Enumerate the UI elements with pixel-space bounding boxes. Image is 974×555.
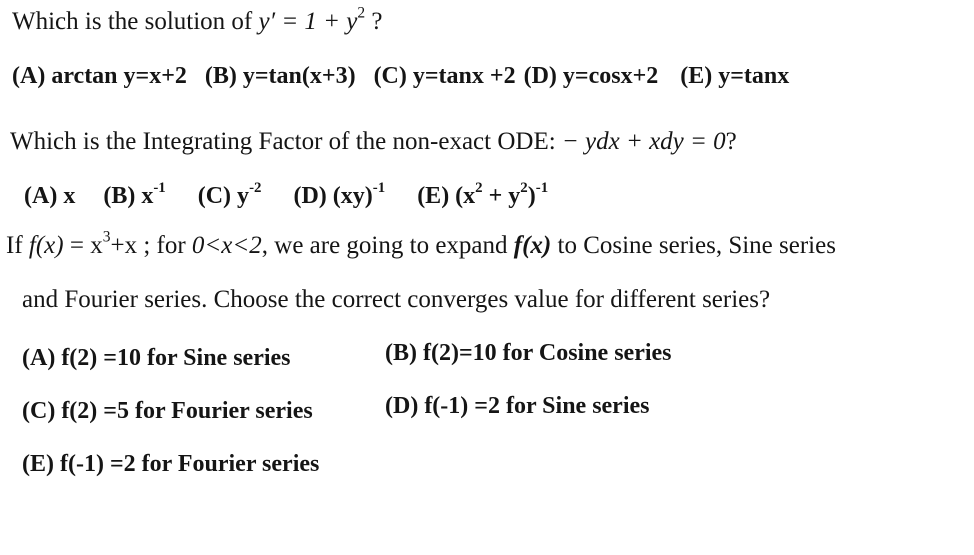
q2-option-c: (C) $y^{-2}$ bbox=[197, 179, 262, 209]
q3-option-c: (C) f(2) =5 for Fourier series bbox=[22, 398, 313, 424]
q2-option-e: (E) $(x^2 + y^2)^{-1}$ bbox=[417, 179, 549, 209]
q3-option-d: (D) f(-1) =2 for Sine series bbox=[385, 393, 650, 419]
question-1-text: Which is the solution of bbox=[12, 8, 259, 35]
question-2-suffix: ? bbox=[725, 128, 737, 155]
question-1-suffix: ? bbox=[365, 8, 383, 35]
q1-option-a: (A) arctan y=x+2 bbox=[12, 63, 187, 89]
question-1 bbox=[12, 4, 383, 36]
q2-option-b: (B) $x^{-1}$ bbox=[103, 179, 166, 209]
question-2 bbox=[10, 128, 737, 156]
q3-option-b: (B) f(2)=10 for Cosine series bbox=[385, 340, 672, 366]
question-3-line-1: If $f(x) = x^3+x$ ; for 0<x<2, we are going to expand f(x) to Cosine series, Sine series bbox=[6, 228, 836, 259]
q1-option-e: (E) y=tanx bbox=[680, 63, 790, 89]
question-3-line-2: and Fourier series. Choose the correct converges value for different series? bbox=[22, 286, 771, 313]
question-1-equation: y′ = 1 + y bbox=[258, 8, 358, 35]
question-2-text: Which is the Integrating Factor of the non-exact ODE: bbox=[10, 128, 562, 155]
q1-option-d: (D) y=cosx+2 bbox=[523, 63, 659, 89]
question-2-equation: − ydx + xdy = 0 bbox=[561, 128, 726, 155]
domain-range: 0<x<2 bbox=[191, 232, 262, 259]
question-1-options bbox=[12, 63, 789, 90]
question-2-options bbox=[24, 179, 549, 210]
q3-option-e: (E) f(-1) =2 for Fourier series bbox=[22, 451, 320, 477]
q1-option-c: (C) y=tanx +2 bbox=[373, 63, 516, 89]
function-f: f(x) bbox=[28, 232, 64, 259]
q2-option-a: (A) x bbox=[24, 183, 76, 209]
q1-option-b: (B) y=tan(x+3) bbox=[204, 63, 356, 89]
q3-option-a: (A) f(2) =10 for Sine series bbox=[22, 345, 291, 371]
question-1-exponent: 2 bbox=[357, 4, 366, 22]
q2-option-d: (D) (xy)$^{-1}$ bbox=[293, 179, 386, 209]
